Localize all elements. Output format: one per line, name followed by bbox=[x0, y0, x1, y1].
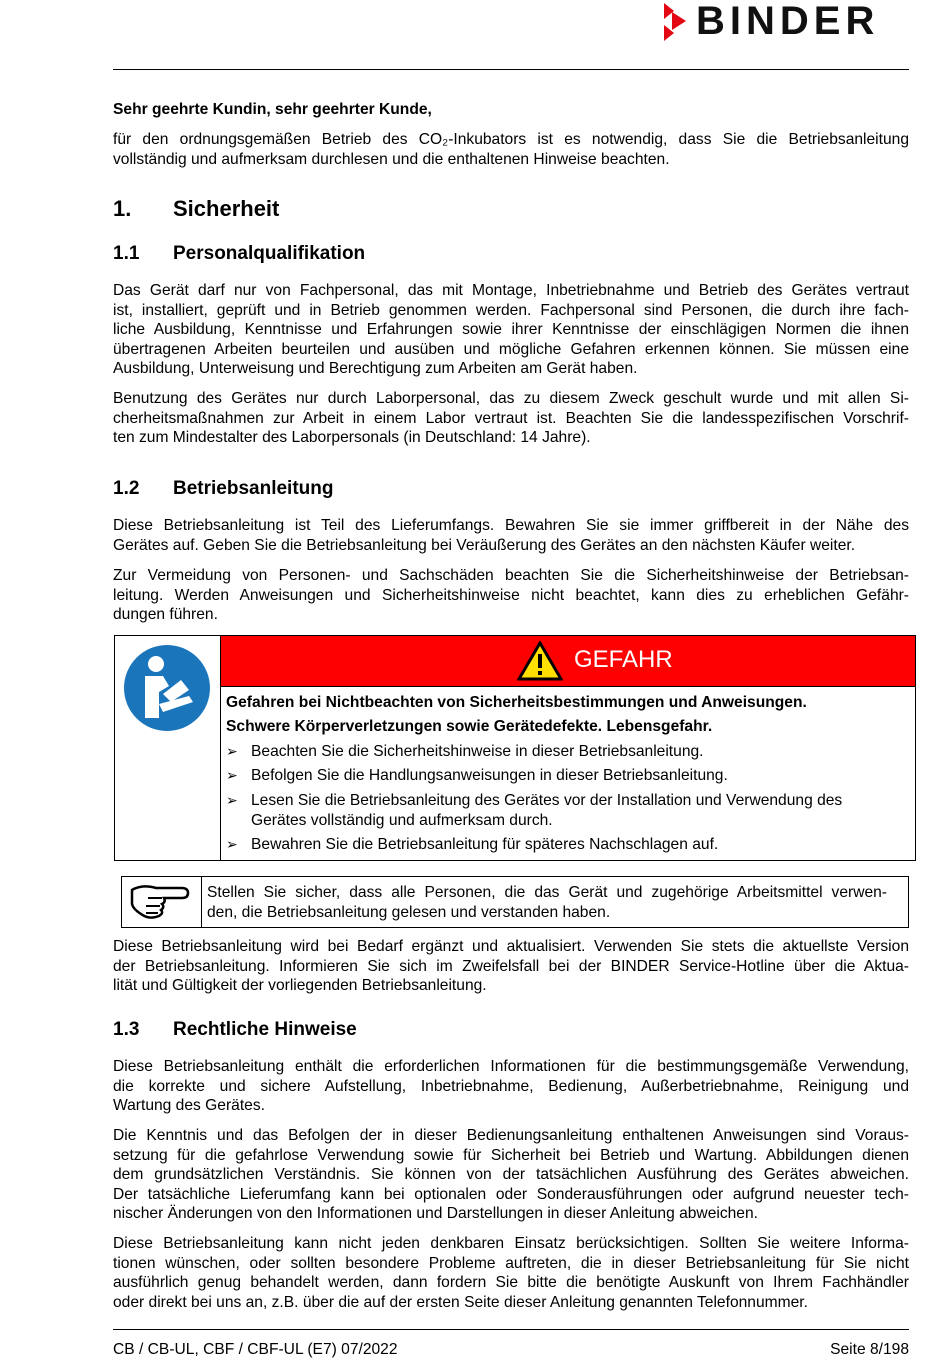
text-line: setzung für die gefahrlose Verwendung sowie für Sicherheit bei Betrieb und Wartung. Abbildungen dienen bbox=[113, 1146, 909, 1164]
text-line: Gerätes auf. Geben Sie die Betriebsanleitung bei Veräußerung des Gerätes an den nächsten Käufer weiter. bbox=[113, 536, 856, 554]
footer-page-number: Seite 8/198 bbox=[830, 1341, 909, 1358]
section-heading-1-2 bbox=[113, 478, 333, 500]
paragraph bbox=[113, 516, 909, 555]
text-line: vollständig und aufmerksam durchlesen und die enthaltenen Hinweise beachten. bbox=[113, 150, 670, 168]
text-line: Diese Betriebsanleitung kann nicht jeden denkbaren Einsatz berücksichtigen. Sollten Sie weitere Informa- bbox=[113, 1235, 909, 1252]
text-line: Die Kenntnis und das Befolgen der in dieser Bedienungsanleitung enthaltenen Anweisungen sind Voraus- bbox=[113, 1127, 909, 1144]
section-number: 1. bbox=[113, 196, 132, 221]
footer-document-id: CB / CB-UL, CBF / CBF-UL (E7) 07/2022 bbox=[113, 1341, 398, 1358]
bullet-arrow-icon: ➢ bbox=[226, 792, 238, 808]
section-title: Sicherheit bbox=[173, 196, 280, 221]
read-manual-icon bbox=[123, 644, 211, 732]
section-number: 1.2 bbox=[113, 478, 140, 499]
section-number: 1.3 bbox=[113, 1019, 140, 1040]
danger-header bbox=[221, 636, 915, 687]
note-text bbox=[207, 883, 887, 922]
text-line: nischer Änderungen von den Informationen und Darstellungen in dieser Anleitung abweichen. bbox=[113, 1205, 758, 1223]
text-line: für den ordnungsgemäßen Betrieb des CO₂-Inkubators ist es notwendig, dass Sie die Betriebsanleitung bbox=[113, 131, 909, 148]
section-heading-1 bbox=[113, 196, 279, 222]
warning-triangle-icon bbox=[517, 641, 563, 681]
bullet-arrow-icon: ➢ bbox=[226, 767, 238, 783]
danger-consequence: Schwere Körperverletzungen sowie Gerätedefekte. Lebensgefahr. bbox=[226, 718, 713, 735]
text-line: ausführlich genug behandelt werden, dann fordern Sie bitte die benötigte Auskunft von Ihrem Fachhändler bbox=[113, 1274, 909, 1292]
paragraph bbox=[113, 1057, 909, 1116]
text-line: ten zum Mindestalter des Laborpersonals (in Deutschland: 14 Jahre). bbox=[113, 429, 591, 447]
paragraph bbox=[113, 937, 909, 996]
logo-text: BINDER bbox=[696, 0, 880, 43]
text-line: Diese Betriebsanleitung ist Teil des Lieferumfangs. Bewahren Sie sie immer griffbereit in der Nähe des bbox=[113, 517, 909, 534]
bullet-item: Lesen Sie die Betriebsanleitung des Gerätes vor der Installation und Verwendung des bbox=[251, 792, 843, 809]
bullet-item: Beachten Sie die Sicherheitshinweise in dieser Betriebsanleitung. bbox=[251, 743, 704, 760]
text-line: ist, installiert, geprüft und in Betrieb genommen werden. Fachpersonal sind Personen, die durch ihre fach- bbox=[113, 301, 909, 319]
binder-logo bbox=[664, 0, 909, 48]
section-title: Rechtliche Hinweise bbox=[173, 1019, 357, 1040]
bullet-arrow-icon: ➢ bbox=[226, 836, 238, 852]
note-divider bbox=[201, 877, 202, 927]
paragraph bbox=[113, 1126, 909, 1224]
warning-icon-column bbox=[115, 636, 221, 860]
bullet-item: Bewahren Sie die Betriebsanleitung für späteres Nachschlagen auf. bbox=[251, 836, 719, 853]
text-line: cherheitsmaßnahmen zur Arbeit in einem Labor vertraut ist. Beachten Sie die landesspezifischen Vorschrif- bbox=[113, 409, 909, 427]
text-line: die korrekte und sichere Aufstellung, Inbetriebnahme, Bedienung, Außerbetriebnahme, Reinigung und bbox=[113, 1077, 909, 1095]
text-line: Der tatsächliche Lieferumfang kann bei optionalen oder Sonderausführungen oder aufgrund neuester tech- bbox=[113, 1185, 909, 1203]
text-line: oder direkt bei uns an, z.B. über die auf der ersten Seite dieser Anleitung genannten Telefonnummer. bbox=[113, 1293, 808, 1311]
text-line: Diese Betriebsanleitung wird bei Bedarf ergänzt und aktualisiert. Verwenden Sie stets die aktuellste Version bbox=[113, 938, 909, 955]
bullet-item-continued: Gerätes vollständig und aufmerksam durch. bbox=[251, 812, 553, 829]
text-line: der Betriebsanleitung. Informieren Sie sich im Zweifelsfall bei der BINDER Service-Hotline über die Aktua- bbox=[113, 957, 909, 975]
text-line: übertragenen Arbeiten beurteilen und ausüben und mögliche Gefahren erkennen können. Sie müssen eine bbox=[113, 340, 909, 358]
text-line: Diese Betriebsanleitung enthält die erforderlichen Informationen für die bestimmungsgemäße Verwendung, bbox=[113, 1058, 909, 1075]
paragraph bbox=[113, 1234, 909, 1312]
section-number: 1.1 bbox=[113, 243, 140, 264]
text-line: den, die Betriebsanleitung gelesen und verstanden haben. bbox=[207, 903, 611, 921]
text-line: tionen wünschen, oder sollten besondere Probleme auftreten, die in dieser Betriebsanleitung für Sie nicht bbox=[113, 1254, 909, 1272]
text-line: Ausbildung, Unterweisung und Berechtigung zum Arbeiten am Gerät haben. bbox=[113, 360, 638, 378]
greeting: Sehr geehrte Kundin, sehr geehrter Kunde, bbox=[113, 101, 432, 118]
section-heading-1-1 bbox=[113, 243, 365, 265]
header-rule bbox=[113, 69, 909, 70]
text-line: dem grundsätzlichen Verständnis. Sie können von der tatsächlichen Ausführung des Gerätes abweichen. bbox=[113, 1166, 909, 1184]
section-title: Betriebsanleitung bbox=[173, 478, 334, 499]
text-line: Wartung des Gerätes. bbox=[113, 1097, 265, 1115]
section-title: Personalqualifikation bbox=[173, 243, 366, 264]
intro-paragraph bbox=[113, 130, 909, 169]
text-line: Stellen Sie sicher, dass alle Personen, die das Gerät und zugehörige Arbeitsmittel verwen- bbox=[207, 884, 887, 901]
danger-warning-box bbox=[114, 635, 916, 861]
danger-text: Gefahren bei Nichtbeachten von Sicherheitsbestimmungen und Anweisungen. bbox=[226, 694, 807, 711]
text-line: Zur Vermeidung von Personen- und Sachschäden beachten Sie die Sicherheitshinweise der Betriebsan- bbox=[113, 567, 909, 584]
note-box bbox=[121, 876, 909, 928]
paragraph bbox=[113, 281, 909, 379]
bullet-arrow-icon: ➢ bbox=[226, 743, 238, 759]
paragraph bbox=[113, 566, 909, 625]
pointing-hand-icon bbox=[128, 882, 192, 922]
bullet-item: Befolgen Sie die Handlungsanweisungen in dieser Betriebsanleitung. bbox=[251, 767, 728, 784]
paragraph bbox=[113, 389, 909, 448]
footer-rule bbox=[113, 1329, 909, 1330]
text-line: Benutzung des Gerätes nur durch Laborpersonal, das zu diesem Zweck geschult wurde und mit allen Si- bbox=[113, 390, 909, 407]
text-line: Das Gerät darf nur von Fachpersonal, das mit Montage, Inbetriebnahme und Betrieb des Gerätes vertraut bbox=[113, 282, 909, 299]
text-line: dungen führen. bbox=[113, 606, 218, 624]
text-line: liche Ausbildung, Kenntnisse und Erfahrungen sowie ihrer Kenntnisse der einschlägigen Normen die ihnen bbox=[113, 321, 909, 339]
text-line: leitung. Werden Anweisungen und Sicherheitshinweise nicht beachtet, kann dies zu erheblichen Gefähr- bbox=[113, 586, 909, 604]
danger-title: GEFAHR bbox=[574, 646, 673, 673]
text-line: lität und Gültigkeit der vorliegenden Betriebsanleitung. bbox=[113, 977, 487, 995]
section-heading-1-3 bbox=[113, 1019, 357, 1041]
